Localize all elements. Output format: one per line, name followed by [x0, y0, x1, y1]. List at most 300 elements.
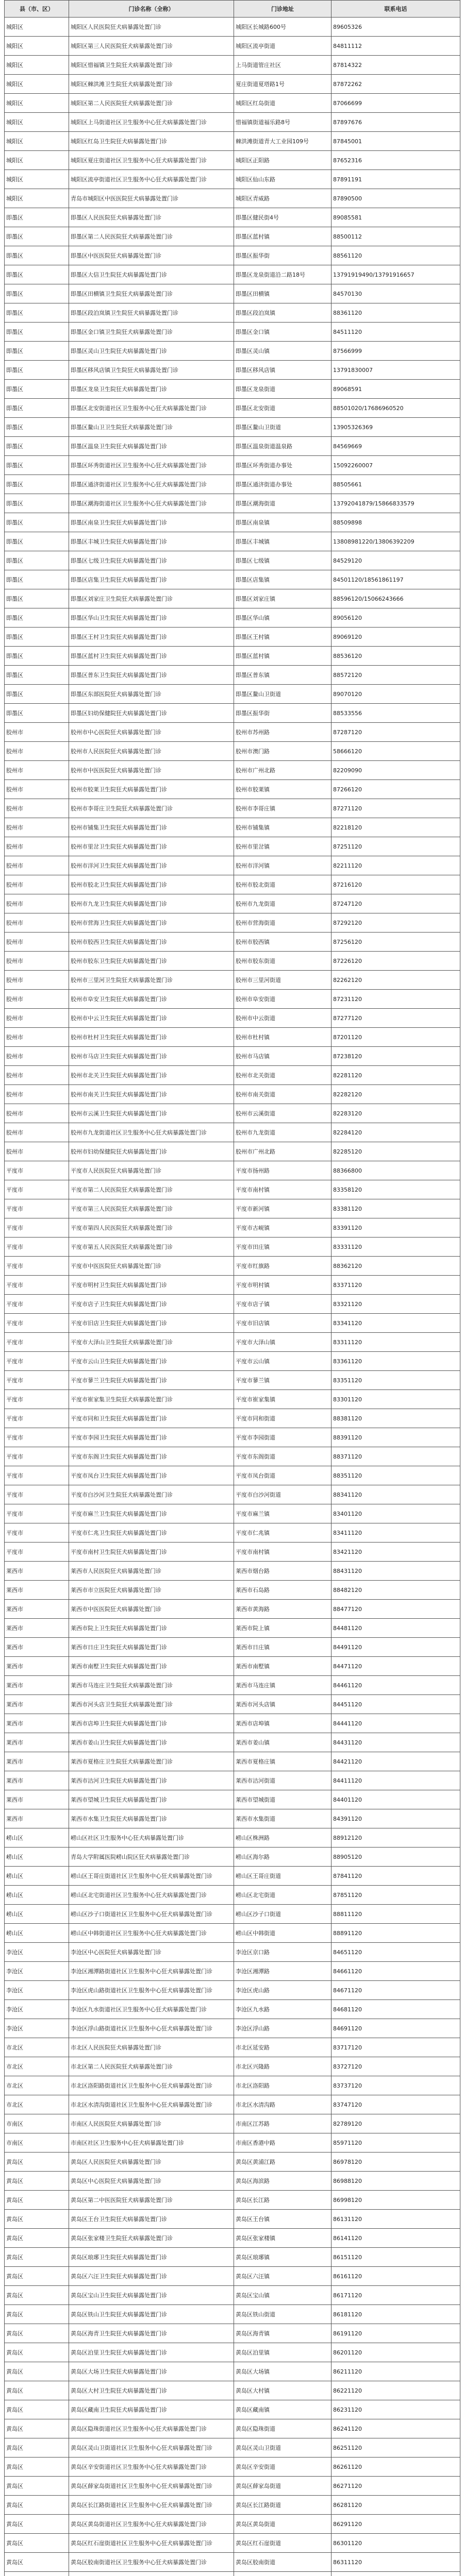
- phone-cell: 87566999: [332, 342, 460, 361]
- address-cell: 胶州市营海街道: [234, 913, 332, 933]
- address-cell: 莱西市夏格庄镇: [234, 1752, 332, 1771]
- district-cell: 平度市: [5, 1504, 69, 1523]
- district-cell: 城阳区: [5, 132, 69, 151]
- phone-cell: 88501020/17686960520: [332, 399, 460, 418]
- district-cell: 即墨区: [5, 628, 69, 647]
- table-row: [5, 1085, 460, 1104]
- district-cell: 胶州市: [5, 933, 69, 952]
- district-cell: 莱西市: [5, 1581, 69, 1600]
- table-row: [5, 2019, 460, 2038]
- phone-cell: 86291120: [332, 2515, 460, 2534]
- phone-cell: 89605326: [332, 18, 460, 37]
- table-row: [5, 265, 460, 284]
- phone-cell: 86131120: [332, 2210, 460, 2229]
- table-row: [5, 647, 460, 666]
- phone-cell: 86271120: [332, 2477, 460, 2496]
- district-cell: 胶州市: [5, 1085, 69, 1104]
- address-cell: 市北区洛阳路: [234, 2076, 332, 2095]
- district-cell: 即墨区: [5, 513, 69, 532]
- clinic-name-cell: 黄岛区张家楼卫生院狂犬病暴露处置门诊: [69, 2229, 234, 2248]
- clinic-name-cell: 胶州市马店卫生院狂犬病暴露处置门诊: [69, 1047, 234, 1066]
- phone-cell: 83737120: [332, 2076, 460, 2095]
- address-cell: 即墨区鳌山卫街道: [234, 418, 332, 437]
- address-cell: 上马街道管庄社区: [234, 56, 332, 75]
- table-row: [5, 723, 460, 742]
- clinic-name-cell: 即墨区龙泉卫生院狂犬病暴露处置门诊: [69, 380, 234, 399]
- address-cell: 胶州市苏州路: [234, 723, 332, 742]
- table-row: [5, 1142, 460, 1161]
- phone-cell: 88366800: [332, 1161, 460, 1180]
- phone-cell: 87238120: [332, 1047, 460, 1066]
- clinic-name-cell: 莱西市马连庄卫生院狂犬病暴露处置门诊: [69, 1676, 234, 1695]
- clinic-name-cell: 黄岛区红石崖街道社区卫生服务中心狂犬病暴露处置门诊: [69, 2534, 234, 2553]
- table-row: [5, 2191, 460, 2210]
- address-cell: 莱西市院上镇: [234, 1619, 332, 1638]
- table-row: [5, 990, 460, 1009]
- clinic-name-cell: 城阳区流亭街道社区卫生服务中心狂犬病暴露处置门诊: [69, 170, 234, 189]
- phone-cell: 87201120: [332, 1028, 460, 1047]
- address-cell: 黄岛区胶南街道: [234, 2553, 332, 2572]
- district-cell: 即墨区: [5, 608, 69, 628]
- table-row: [5, 1562, 460, 1581]
- clinic-name-cell: 即墨区移风店镇卫生院狂犬病暴露处置门诊: [69, 361, 234, 380]
- address-cell: 莱西市日庄镇: [234, 1638, 332, 1657]
- address-cell: 胶州市里岔镇: [234, 837, 332, 856]
- address-cell: 黄岛区大场镇: [234, 2362, 332, 2381]
- clinic-name-cell: 胶州市南关卫生院狂犬病暴露处置门诊: [69, 1085, 234, 1104]
- phone-cell: 84671120: [332, 1981, 460, 2000]
- address-cell: 即墨区振华街: [234, 704, 332, 723]
- table-row: [5, 1714, 460, 1733]
- district-cell: 胶州市: [5, 799, 69, 818]
- table-row: [5, 1828, 460, 1848]
- address-cell: 莱西市姜山镇: [234, 1733, 332, 1752]
- table-row: [5, 1123, 460, 1142]
- district-cell: 即墨区: [5, 284, 69, 303]
- clinic-name-cell: 李沧区浮山路街道社区卫生服务中心狂犬病暴露处置门诊: [69, 2019, 234, 2038]
- address-cell: 黄岛区薛家岛街道: [234, 2477, 332, 2496]
- table-row: [5, 1409, 460, 1428]
- address-cell: 即墨区龙泉街道沿二路18号: [234, 265, 332, 284]
- clinic-name-cell: 莱西市河头店卫生院狂犬病暴露处置门诊: [69, 1695, 234, 1714]
- clinic-name-cell: 李沧区湘潭路街道社区卫生服务中心狂犬病暴露处置门诊: [69, 1962, 234, 1981]
- address-cell: 崂山区北宅街道: [234, 1886, 332, 1905]
- address-cell: 平度市麻兰镇: [234, 1504, 332, 1523]
- phone-cell: 87251120: [332, 837, 460, 856]
- clinic-name-cell: 胶州市阜安卫生院狂犬病暴露处置门诊: [69, 990, 234, 1009]
- table-row: [5, 1276, 460, 1295]
- address-cell: 即墨区环秀街道办事处: [234, 456, 332, 475]
- district-cell: 黄岛区: [5, 2458, 69, 2477]
- table-row: [5, 151, 460, 170]
- clinic-name-cell: 胶州市中云卫生院狂犬病暴露处置门诊: [69, 1009, 234, 1028]
- phone-cell: 84391120: [332, 1809, 460, 1828]
- district-cell: 城阳区: [5, 56, 69, 75]
- phone-cell: 84451120: [332, 1695, 460, 1714]
- phone-cell: 87851120: [332, 1886, 460, 1905]
- clinic-name-cell: 胶州市三里河卫生院狂犬病暴露处置门诊: [69, 971, 234, 990]
- clinic-name-cell: 胶州市中心医院狂犬病暴露处置门诊: [69, 723, 234, 742]
- district-cell: 城阳区: [5, 94, 69, 113]
- address-cell: 平度市东阁街道: [234, 1447, 332, 1466]
- table-row: [5, 1657, 460, 1676]
- phone-cell: 83411120: [332, 1523, 460, 1543]
- phone-cell: 87271120: [332, 799, 460, 818]
- table-row: [5, 2133, 460, 2153]
- table-row: [5, 437, 460, 456]
- clinic-name-cell: 胶州市九龙街道社区卫生服务中心狂犬病暴露处置门诊: [69, 1123, 234, 1142]
- district-cell: 胶州市: [5, 1047, 69, 1066]
- phone-cell: 84411120: [332, 1771, 460, 1790]
- table-row: [5, 2286, 460, 2305]
- district-cell: 平度市: [5, 1485, 69, 1504]
- table-row: [5, 628, 460, 647]
- address-cell: 夏庄街道夏塔路1号: [234, 75, 332, 94]
- district-cell: 胶州市: [5, 1028, 69, 1047]
- district-cell: 胶州市: [5, 894, 69, 913]
- phone-cell: 88536120: [332, 647, 460, 666]
- table-row: [5, 1886, 460, 1905]
- table-row: [5, 380, 460, 399]
- district-cell: 即墨区: [5, 494, 69, 513]
- clinic-name-cell: 李沧区九水街道社区卫生服务中心狂犬病暴露处置门诊: [69, 2000, 234, 2019]
- clinic-name-cell: 黄岛区辛安街道社区卫生服务中心狂犬病暴露处置门诊: [69, 2458, 234, 2477]
- district-cell: 即墨区: [5, 418, 69, 437]
- address-cell: 平度市扬州路: [234, 1161, 332, 1180]
- clinic-name-cell: 黄岛区六汪卫生院狂犬病暴露处置门诊: [69, 2267, 234, 2286]
- clinic-name-cell: 莱西市望城卫生院狂犬病暴露处置门诊: [69, 1790, 234, 1809]
- clinic-name-cell: 胶州市杜村卫生院狂犬病暴露处置门诊: [69, 1028, 234, 1047]
- clinic-name-cell: 即墨区北安街道社区卫生服务中心狂犬病暴露处置门诊: [69, 399, 234, 418]
- district-cell: 胶州市: [5, 971, 69, 990]
- address-cell: 黄岛区海青镇: [234, 2324, 332, 2343]
- address-cell: 棘洪滩街道青大工业园109号: [234, 132, 332, 151]
- clinic-name-cell: 胶州市里岔卫生院狂犬病暴露处置门诊: [69, 837, 234, 856]
- district-cell: 李沧区: [5, 1962, 69, 1981]
- district-cell: 平度市: [5, 1333, 69, 1352]
- district-cell: 即墨区: [5, 361, 69, 380]
- district-cell: 胶州市: [5, 1009, 69, 1028]
- phone-cell: 87226120: [332, 952, 460, 971]
- district-cell: 莱西市: [5, 1600, 69, 1619]
- clinic-name-cell: 城阳区第三人民医院狂犬病暴露处置门诊: [69, 37, 234, 56]
- header-address: 门诊地址: [234, 1, 332, 18]
- district-cell: 黄岛区: [5, 2172, 69, 2191]
- district-cell: 黄岛区: [5, 2210, 69, 2229]
- phone-cell: 83351120: [332, 1371, 460, 1390]
- district-cell: 崂山区: [5, 1828, 69, 1848]
- address-cell: 黄岛区辛安街道: [234, 2458, 332, 2477]
- phone-cell: 88477120: [332, 1600, 460, 1619]
- phone-cell: 88811120: [332, 1905, 460, 1924]
- clinic-table: [4, 0, 460, 2576]
- address-cell: 平度市仁兆镇: [234, 1523, 332, 1543]
- address-cell: 平度市云山镇: [234, 1352, 332, 1371]
- district-cell: 崂山区: [5, 1848, 69, 1867]
- phone-cell: 88362120: [332, 1257, 460, 1276]
- table-row: [5, 608, 460, 628]
- address-cell: 即墨区通济街道办事处: [234, 475, 332, 494]
- table-row: [5, 1848, 460, 1867]
- clinic-name-cell: 平度市第二人民医院狂犬病暴露处置门诊: [69, 1180, 234, 1199]
- phone-cell: 86141120: [332, 2229, 460, 2248]
- district-cell: 黄岛区: [5, 2496, 69, 2515]
- district-cell: 胶州市: [5, 1066, 69, 1085]
- table-row: [5, 2496, 460, 2515]
- address-cell: 平度市崔家集镇: [234, 1390, 332, 1409]
- phone-cell: 13792041879/15866833579: [332, 494, 460, 513]
- district-cell: 胶州市: [5, 761, 69, 780]
- table-row: [5, 952, 460, 971]
- table-row: [5, 2381, 460, 2400]
- phone-cell: 86221120: [332, 2381, 460, 2400]
- district-cell: 市北区: [5, 2057, 69, 2076]
- district-cell: 黄岛区: [5, 2477, 69, 2496]
- address-cell: 即墨区段泊岚镇: [234, 303, 332, 323]
- district-cell: 即墨区: [5, 666, 69, 685]
- district-cell: 城阳区: [5, 151, 69, 170]
- address-cell: 胶州市胶西镇: [234, 933, 332, 952]
- address-cell: 黄岛区灵山卫街道: [234, 2438, 332, 2458]
- table-row: [5, 1314, 460, 1333]
- district-cell: 黄岛区: [5, 2286, 69, 2305]
- clinic-name-cell: 莱西市南墅卫生院狂犬病暴露处置门诊: [69, 1657, 234, 1676]
- address-cell: 胶州市澳门路: [234, 742, 332, 761]
- phone-cell: 86231120: [332, 2400, 460, 2419]
- district-cell: 市南区: [5, 2133, 69, 2153]
- address-cell: 莱西市水集街道: [234, 1809, 332, 1828]
- clinic-name-cell: 胶州市胶东卫生院狂犬病暴露处置门诊: [69, 952, 234, 971]
- table-row: [5, 1238, 460, 1257]
- address-cell: 即墨区鳌山卫街道: [234, 685, 332, 704]
- clinic-name-cell: 即墨区通济街道社区卫生服务中心狂犬病暴露处置门诊: [69, 475, 234, 494]
- phone-cell: 84651120: [332, 1943, 460, 1962]
- phone-cell: 87891191: [332, 170, 460, 189]
- table-row: [5, 532, 460, 551]
- clinic-name-cell: 黄岛区薛家岛街道社区卫生服务中心狂犬病暴露处置门诊: [69, 2477, 234, 2496]
- table-row: [5, 1981, 460, 2000]
- table-row: [5, 1733, 460, 1752]
- district-cell: 胶州市: [5, 742, 69, 761]
- district-cell: 市北区: [5, 2076, 69, 2095]
- table-row: [5, 494, 460, 513]
- clinic-name-cell: 黄岛区琅琊卫生院狂犬病暴露处置门诊: [69, 2248, 234, 2267]
- address-cell: 平度市店子镇: [234, 1295, 332, 1314]
- clinic-name-cell: 莱西市姜山卫生院狂犬病暴露处置门诊: [69, 1733, 234, 1752]
- clinic-name-cell: 莱西市沽河卫生院狂犬病暴露处置门诊: [69, 1771, 234, 1790]
- clinic-name-cell: 即墨区妇幼保健院狂犬病暴露处置门诊: [69, 704, 234, 723]
- header-name: 门诊名称（全称）: [69, 1, 234, 18]
- clinic-name-cell: 城阳区第二人民医院狂犬病暴露处置门诊: [69, 94, 234, 113]
- table-row: [5, 2248, 460, 2267]
- table-row: [5, 1485, 460, 1504]
- phone-cell: 88371120: [332, 1447, 460, 1466]
- table-row: [5, 1352, 460, 1371]
- phone-cell: 83341120: [332, 1314, 460, 1333]
- table-row: [5, 75, 460, 94]
- table-row: [5, 2038, 460, 2057]
- address-cell: 城阳区仙山东路: [234, 170, 332, 189]
- district-cell: 市南区: [5, 2114, 69, 2133]
- phone-cell: 83401120: [332, 1504, 460, 1523]
- table-row: [5, 1028, 460, 1047]
- district-cell: 黄岛区: [5, 2267, 69, 2286]
- district-cell: 李沧区: [5, 1981, 69, 2000]
- phone-cell: 84401120: [332, 1790, 460, 1809]
- address-cell: 平度市大泽山镇: [234, 1333, 332, 1352]
- clinic-name-cell: 即墨区田横镇卫生院狂犬病暴露处置门诊: [69, 284, 234, 303]
- table-row: [5, 2362, 460, 2381]
- table-row: [5, 2343, 460, 2362]
- clinic-name-cell: 胶州市云溪卫生院狂犬病暴露处置门诊: [69, 1104, 234, 1123]
- address-cell: 平度市田庄镇: [234, 1238, 332, 1257]
- phone-cell: 87277120: [332, 1009, 460, 1028]
- clinic-name-cell: 崂山区王哥庄街道社区卫生服务中心狂犬病暴露处置门诊: [69, 1867, 234, 1886]
- district-cell: 城阳区: [5, 113, 69, 132]
- clinic-name-cell: 即墨区普东卫生院狂犬病暴露处置门诊: [69, 666, 234, 685]
- address-cell: 平度市古岘镇: [234, 1218, 332, 1238]
- table-row: [5, 1771, 460, 1790]
- phone-cell: 85971120: [332, 2133, 460, 2153]
- phone-cell: 88341120: [332, 1485, 460, 1504]
- phone-cell: 86978120: [332, 2153, 460, 2172]
- phone-cell: 89068591: [332, 380, 460, 399]
- table-row: [5, 2210, 460, 2229]
- clinic-name-cell: 胶州市九龙卫生院狂犬病暴露处置门诊: [69, 894, 234, 913]
- district-cell: 即墨区: [5, 704, 69, 723]
- address-cell: 黄岛区大村镇: [234, 2381, 332, 2400]
- clinic-name-cell: 黄岛区藏南卫生院狂犬病暴露处置门诊: [69, 2400, 234, 2419]
- phone-cell: 82218120: [332, 818, 460, 837]
- district-cell: 即墨区: [5, 399, 69, 418]
- address-cell: 胶州市九龙街道: [234, 1123, 332, 1142]
- district-cell: 莱西市: [5, 1771, 69, 1790]
- address-cell: 崂山区株洲路: [234, 1828, 332, 1848]
- clinic-name-cell: 黄岛区大村卫生院狂犬病暴露处置门诊: [69, 2381, 234, 2400]
- district-cell: 城阳区: [5, 189, 69, 208]
- phone-cell: 86301120: [332, 2534, 460, 2553]
- address-cell: 胶州市铺集镇: [234, 818, 332, 837]
- phone-cell: 87872262: [332, 75, 460, 94]
- district-cell: 莱西市: [5, 1714, 69, 1733]
- clinic-name-cell: 胶州市铺集卫生院狂犬病暴露处置门诊: [69, 818, 234, 837]
- phone-cell: 86191120: [332, 2324, 460, 2343]
- table-row: [5, 742, 460, 761]
- clinic-name-cell: 黄岛区隐珠街道社区卫生服务中心狂犬病暴露处置门诊: [69, 2419, 234, 2438]
- phone-cell: 82262120: [332, 971, 460, 990]
- district-cell: 城阳区: [5, 37, 69, 56]
- district-cell: 莱西市: [5, 1733, 69, 1752]
- clinic-name-cell: 平度市第三人民医院狂犬病暴露处置门诊: [69, 1199, 234, 1218]
- phone-cell: 87652316: [332, 151, 460, 170]
- address-cell: 惜福镇街道福乐路8号: [234, 113, 332, 132]
- clinic-name-cell: 市北区人民医院狂犬病暴露处置门诊: [69, 2038, 234, 2057]
- clinic-name-cell: 莱西市日庄卫生院狂犬病暴露处置门诊: [69, 1638, 234, 1657]
- address-cell: 李沧区九水路: [234, 2000, 332, 2019]
- phone-cell: 84501120/18561861197: [332, 570, 460, 589]
- clinic-name-cell: [69, 2572, 234, 2576]
- phone-cell: 84661120: [332, 1962, 460, 1981]
- phone-cell: 82789120: [332, 2114, 460, 2133]
- clinic-name-cell: 即墨区东部医院狂犬病暴露处置门诊: [69, 685, 234, 704]
- district-cell: 即墨区: [5, 323, 69, 342]
- district-cell: 黄岛区: [5, 2515, 69, 2534]
- table-row: [5, 2076, 460, 2095]
- address-cell: 黄岛区黄岛街道: [234, 2515, 332, 2534]
- clinic-name-cell: 平度市明村卫生院狂犬病暴露处置门诊: [69, 1276, 234, 1295]
- clinic-name-cell: 莱西市店埠卫生院狂犬病暴露处置门诊: [69, 1714, 234, 1733]
- phone-cell: 13905326369: [332, 418, 460, 437]
- address-cell: 黄岛区海滨路: [234, 2172, 332, 2191]
- table-row: [5, 418, 460, 437]
- district-cell: 平度市: [5, 1543, 69, 1562]
- phone-cell: 13791919490/13791916657: [332, 265, 460, 284]
- clinic-name-cell: 胶州市胶西卫生院狂犬病暴露处置门诊: [69, 933, 234, 952]
- address-cell: 即墨区灵山镇: [234, 342, 332, 361]
- phone-cell: 84421120: [332, 1752, 460, 1771]
- address-cell: 黄岛区泊里镇: [234, 2343, 332, 2362]
- phone-cell: 88391120: [332, 1428, 460, 1447]
- district-cell: 即墨区: [5, 246, 69, 265]
- clinic-name-cell: 市北区水清沟街道社区卫生服务中心狂犬病暴露处置门诊: [69, 2095, 234, 2114]
- table-row: [5, 1161, 460, 1180]
- table-row: [5, 1752, 460, 1771]
- district-cell: 李沧区: [5, 2000, 69, 2019]
- phone-cell: 82283120: [332, 1104, 460, 1123]
- phone-cell: 89085581: [332, 208, 460, 227]
- phone-cell: 87066699: [332, 94, 460, 113]
- clinic-name-cell: 平度市仁兆卫生院狂犬病暴露处置门诊: [69, 1523, 234, 1543]
- phone-cell: 82284120: [332, 1123, 460, 1142]
- address-cell: 胶州市洋河镇: [234, 856, 332, 875]
- clinic-name-cell: 崂山区中韩街道社区卫生服务中心狂犬病暴露处置门诊: [69, 1924, 234, 1943]
- district-cell: 城阳区: [5, 170, 69, 189]
- phone-cell: 83361120: [332, 1352, 460, 1371]
- address-cell: 平度市蓼兰镇: [234, 1371, 332, 1390]
- clinic-name-cell: 黄岛区铁山卫生院狂犬病暴露处置门诊: [69, 2305, 234, 2324]
- district-cell: 平度市: [5, 1295, 69, 1314]
- phone-cell: 83371120: [332, 1276, 460, 1295]
- address-cell: 黄岛区红石崖街道: [234, 2534, 332, 2553]
- table-row: [5, 170, 460, 189]
- clinic-name-cell: 胶州市洋河卫生院狂犬病暴露处置门诊: [69, 856, 234, 875]
- table-row: [5, 113, 460, 132]
- phone-cell: 87897676: [332, 113, 460, 132]
- address-cell: 城阳区青威路: [234, 189, 332, 208]
- table-row: [5, 342, 460, 361]
- clinic-name-cell: 城阳区上马街道社区卫生服务中心狂犬病暴露处置门诊: [69, 113, 234, 132]
- table-row: [5, 1581, 460, 1600]
- phone-cell: 86988120: [332, 2172, 460, 2191]
- phone-cell: 84441120: [332, 1714, 460, 1733]
- phone-cell: 82282120: [332, 1085, 460, 1104]
- table-row: [5, 227, 460, 246]
- phone-cell: 83311120: [332, 1333, 460, 1352]
- district-cell: 平度市: [5, 1238, 69, 1257]
- clinic-name-cell: 胶州市人民医院狂犬病暴露处置门诊: [69, 742, 234, 761]
- clinic-name-cell: 平度市云山卫生院狂犬病暴露处置门诊: [69, 1352, 234, 1371]
- table-row: [5, 2458, 460, 2477]
- district-cell: 莱西市: [5, 1619, 69, 1638]
- district-cell: 黄岛区: [5, 2229, 69, 2248]
- table-row: [5, 856, 460, 875]
- address-cell: 黄岛区张家楼镇: [234, 2229, 332, 2248]
- district-cell: 城阳区: [5, 18, 69, 37]
- table-row: [5, 1066, 460, 1085]
- address-cell: 即墨区金口镇: [234, 323, 332, 342]
- address-cell: 胶州市九龙街道: [234, 894, 332, 913]
- address-cell: 平度市白沙河街道: [234, 1485, 332, 1504]
